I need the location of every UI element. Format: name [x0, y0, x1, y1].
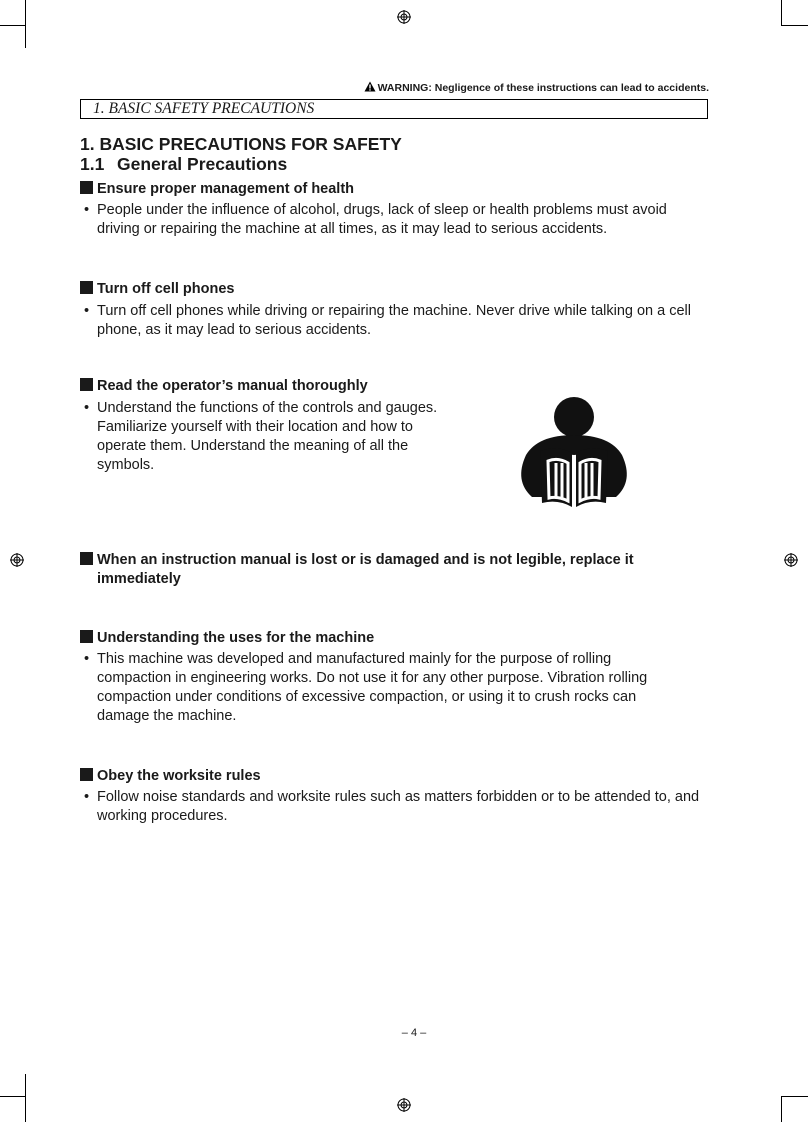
crop-mark-top-right-v [781, 0, 782, 25]
square-bullet-icon [80, 281, 93, 294]
bullet-text: This machine was developed and manufactured mainly for the purpose of rolling compaction in engineering works. Do not use it for any other purpose. Vibration rolling compaction under conditions of excessive compaction, or using it to crush rocks can damage the machine. [97, 651, 648, 724]
bullet-item [84, 302, 703, 340]
section-heading-text: When an instruction manual is lost or is damaged and is not legible, replace it [97, 552, 634, 568]
section-label-box: 1. BASIC SAFETY PRECAUTIONS [80, 99, 708, 119]
section-heading [80, 767, 261, 786]
crop-mark-top-right-h [781, 25, 808, 26]
square-bullet-icon [80, 378, 93, 391]
bullet-item [84, 399, 462, 475]
square-bullet-icon [80, 552, 93, 565]
subsection-title [80, 154, 287, 175]
subsection-title-text: General Precautions [117, 154, 288, 174]
section-heading-text: Ensure proper management of health [97, 181, 355, 197]
bullet-dot-icon: • [84, 400, 90, 416]
crop-mark-bottom-left-v [25, 1074, 26, 1122]
bullet-dot-icon: • [84, 303, 90, 319]
chapter-title: 1. BASIC PRECAUTIONS FOR SAFETY [80, 134, 402, 154]
bullet-text: Understand the functions of the controls and gauges. Familiarize yourself with their location and how to operate them. Understand the meaning of all the symbols. [97, 400, 438, 473]
section-heading [80, 280, 234, 299]
square-bullet-icon [80, 768, 93, 781]
warning-banner [0, 81, 709, 94]
warning-triangle-icon [364, 81, 376, 92]
section-heading [80, 629, 374, 648]
bullet-dot-icon: • [84, 202, 90, 218]
bullet-dot-icon: • [84, 789, 90, 805]
registration-mark-icon [10, 553, 24, 567]
registration-mark-icon [784, 553, 798, 567]
bullet-item [84, 788, 707, 826]
bullet-item [84, 201, 703, 239]
registration-mark-icon [397, 10, 411, 24]
section-heading-text: Obey the worksite rules [97, 768, 261, 784]
section-heading [80, 551, 700, 589]
section-heading-text: Read the operator’s manual thoroughly [97, 378, 368, 394]
read-manual-icon [510, 393, 634, 509]
crop-mark-top-left-v [25, 0, 26, 48]
bullet-item [84, 650, 682, 726]
section-heading-text: Understanding the uses for the machine [97, 630, 375, 646]
bullet-text: People under the influence of alcohol, drugs, lack of sleep or health problems must avoid driving or repairing the machine at all times, as it may lead to serious accidents. [97, 202, 667, 237]
registration-mark-icon [397, 1098, 411, 1112]
crop-mark-top-left-h [0, 25, 25, 26]
section-heading-continuation: immediately [97, 571, 181, 587]
square-bullet-icon [80, 181, 93, 194]
crop-mark-bottom-right-h [781, 1096, 808, 1097]
subsection-number: 1.1 [80, 154, 105, 174]
section-heading-text: Turn off cell phones [97, 281, 235, 297]
bullet-text: Turn off cell phones while driving or repairing the machine. Never drive while talking on a cell phone, as it may lead to serious accidents. [97, 303, 691, 338]
crop-mark-bottom-right-v [781, 1096, 782, 1122]
bullet-dot-icon: • [84, 651, 90, 667]
section-heading [80, 377, 368, 396]
square-bullet-icon [80, 630, 93, 643]
section-heading [80, 180, 354, 199]
bullet-text: Follow noise standards and worksite rules such as matters forbidden or to be attended to, and working procedures. [97, 789, 700, 824]
warning-text: WARNING: Negligence of these instructions can lead to accidents. [377, 82, 709, 94]
page-number: – 4 – [401, 1027, 427, 1039]
crop-mark-bottom-left-h [0, 1096, 25, 1097]
